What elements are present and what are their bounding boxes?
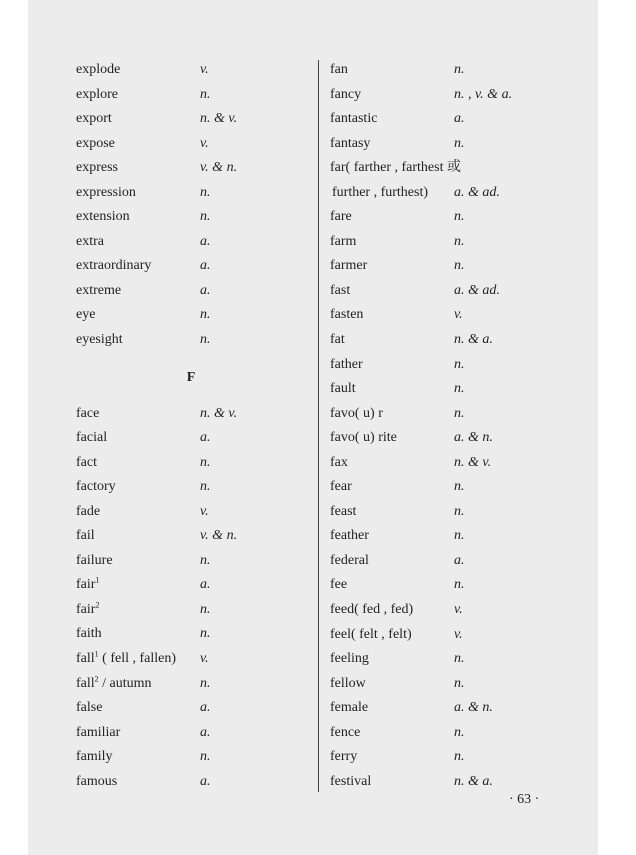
headword bbox=[76, 647, 176, 672]
headword bbox=[76, 622, 102, 647]
part-of-speech: n. bbox=[200, 479, 211, 495]
part-of-speech: n. , v. & a. bbox=[454, 86, 513, 102]
headword-text: feel( felt , felt) bbox=[330, 626, 412, 642]
headword bbox=[330, 426, 397, 451]
part-of-speech: a. bbox=[200, 282, 211, 298]
part-of-speech: n. bbox=[454, 62, 465, 77]
word-entry bbox=[330, 107, 590, 132]
part-of-speech: n. & v. bbox=[200, 405, 238, 421]
part-of-speech: v. bbox=[200, 62, 209, 77]
headword bbox=[330, 647, 369, 672]
part-of-speech: n. bbox=[454, 675, 465, 691]
word-entry bbox=[76, 721, 306, 746]
word-entry bbox=[76, 598, 306, 623]
part-of-speech: n. bbox=[454, 528, 465, 544]
part-of-speech: n. bbox=[454, 258, 465, 274]
word-entry bbox=[76, 770, 306, 795]
part-of-speech: a. & n. bbox=[454, 430, 493, 446]
part-of-speech: n. bbox=[454, 135, 465, 151]
part-of-speech: n. & v. bbox=[454, 454, 492, 470]
headword-text: export bbox=[76, 111, 112, 127]
headword bbox=[76, 745, 113, 770]
word-entry bbox=[330, 475, 590, 500]
headword-text: feed( fed , fed) bbox=[330, 602, 414, 618]
headword-text: favo( u) rite bbox=[330, 430, 397, 446]
headword bbox=[332, 181, 428, 206]
headword-text: fault bbox=[330, 381, 356, 397]
headword-text: eyesight bbox=[76, 332, 123, 348]
word-entry bbox=[76, 156, 306, 181]
headword-text: fantastic bbox=[330, 111, 378, 127]
headword bbox=[330, 402, 383, 427]
word-entry bbox=[330, 549, 590, 574]
word-entry bbox=[76, 230, 306, 255]
part-of-speech: n. bbox=[200, 626, 211, 642]
homograph-number: 1 bbox=[94, 649, 99, 659]
headword bbox=[330, 132, 370, 157]
headword-text: failure bbox=[76, 552, 113, 568]
headword bbox=[76, 83, 118, 108]
word-entry bbox=[330, 721, 590, 746]
headword-text: fantasy bbox=[330, 135, 371, 151]
headword-text: explode bbox=[76, 62, 121, 77]
headword-text: fall bbox=[76, 651, 95, 667]
part-of-speech: v. & n. bbox=[200, 160, 238, 176]
part-of-speech: v. & n. bbox=[200, 528, 238, 544]
word-entry bbox=[330, 353, 590, 378]
headword bbox=[330, 303, 363, 328]
word-entry bbox=[76, 254, 306, 279]
headword bbox=[330, 598, 413, 623]
headword bbox=[330, 672, 366, 697]
headword bbox=[330, 451, 348, 476]
headword-text: fat bbox=[330, 332, 345, 348]
word-entry bbox=[330, 328, 590, 353]
part-of-speech: a. bbox=[200, 773, 211, 789]
part-of-speech: n. bbox=[454, 405, 465, 421]
part-of-speech: v. bbox=[454, 602, 463, 618]
part-of-speech: n. bbox=[454, 749, 465, 765]
headword bbox=[330, 230, 356, 255]
word-entry bbox=[330, 279, 590, 304]
headword-text: feast bbox=[330, 503, 357, 519]
section-heading: F bbox=[186, 369, 196, 385]
part-of-speech: a. bbox=[454, 552, 465, 568]
word-entry bbox=[330, 623, 590, 648]
word-entry bbox=[76, 475, 306, 500]
word-entry bbox=[76, 622, 306, 647]
word-entry bbox=[330, 524, 590, 549]
word-entry bbox=[76, 451, 306, 476]
word-entry bbox=[330, 132, 590, 157]
part-of-speech: n. bbox=[454, 233, 465, 249]
headword bbox=[76, 672, 152, 697]
headword bbox=[330, 279, 350, 304]
headword bbox=[76, 303, 95, 328]
headword-text: fact bbox=[76, 454, 97, 470]
headword-text: famous bbox=[76, 773, 118, 789]
part-of-speech: a. bbox=[200, 258, 211, 274]
headword bbox=[76, 107, 112, 132]
word-entry bbox=[76, 181, 306, 206]
right-word-column bbox=[330, 58, 590, 794]
part-of-speech: a. & ad. bbox=[454, 282, 500, 298]
headword bbox=[330, 524, 369, 549]
headword-text: fast bbox=[330, 282, 351, 298]
part-of-speech: n. bbox=[454, 577, 465, 593]
headword bbox=[330, 107, 377, 132]
headword bbox=[76, 721, 120, 746]
headword-text: facial bbox=[76, 430, 108, 446]
word-entry bbox=[76, 573, 306, 598]
headword-text: fall bbox=[76, 675, 95, 691]
part-of-speech: n. bbox=[200, 86, 211, 102]
left-word-column bbox=[76, 58, 306, 794]
headword bbox=[330, 745, 357, 770]
word-entry bbox=[76, 402, 306, 427]
word-entry bbox=[330, 254, 590, 279]
part-of-speech: n. bbox=[200, 332, 211, 348]
headword bbox=[76, 181, 136, 206]
part-of-speech: a. bbox=[200, 430, 211, 446]
headword-text: fail bbox=[76, 528, 95, 544]
headword bbox=[330, 156, 461, 181]
headword-text: feeling bbox=[330, 651, 369, 667]
word-entry bbox=[76, 303, 306, 328]
word-entry bbox=[76, 672, 306, 697]
part-of-speech: n. bbox=[454, 651, 465, 667]
headword bbox=[330, 549, 369, 574]
part-of-speech: a. & ad. bbox=[454, 184, 500, 200]
headword-text: far( farther , farthest 或 bbox=[330, 160, 461, 176]
part-of-speech: n. & v. bbox=[200, 111, 238, 127]
headword-text: extreme bbox=[76, 282, 122, 298]
headword bbox=[76, 451, 97, 476]
dictionary-page bbox=[28, 0, 598, 855]
headword-text: favo( u) r bbox=[330, 405, 383, 421]
part-of-speech: n. bbox=[200, 552, 211, 568]
word-entry bbox=[330, 181, 590, 206]
word-entry bbox=[330, 647, 590, 672]
headword-text: fancy bbox=[330, 86, 362, 102]
headword-text: fence bbox=[330, 724, 361, 740]
headword-text: ferry bbox=[330, 749, 358, 765]
word-entry bbox=[330, 402, 590, 427]
part-of-speech: a. bbox=[200, 577, 211, 593]
homograph-number: 2 bbox=[95, 600, 100, 610]
headword-text: farmer bbox=[330, 258, 368, 274]
headword bbox=[76, 696, 102, 721]
headword bbox=[330, 573, 347, 598]
headword-text: female bbox=[330, 700, 369, 716]
headword bbox=[76, 156, 118, 181]
headword-text: family bbox=[76, 749, 113, 765]
part-of-speech: n. bbox=[200, 675, 211, 691]
headword-text: faith bbox=[76, 626, 102, 642]
word-entry bbox=[76, 696, 306, 721]
headword-text: expression bbox=[76, 184, 136, 200]
headword-text: fan bbox=[330, 62, 348, 77]
headword-forms: / autumn bbox=[98, 675, 152, 691]
part-of-speech: n. bbox=[454, 209, 465, 225]
word-entry bbox=[330, 377, 590, 402]
headword bbox=[330, 770, 371, 795]
part-of-speech: n. bbox=[454, 381, 465, 397]
word-entry bbox=[330, 745, 590, 770]
headword-text: federal bbox=[330, 552, 369, 568]
word-entry bbox=[76, 524, 306, 549]
headword bbox=[330, 696, 368, 721]
part-of-speech: n. bbox=[200, 601, 211, 617]
headword bbox=[76, 230, 104, 255]
part-of-speech: n. bbox=[200, 307, 211, 323]
word-entry bbox=[330, 573, 590, 598]
word-entry bbox=[330, 58, 590, 83]
word-entry bbox=[76, 549, 306, 574]
word-entry bbox=[76, 58, 306, 83]
headword-text: fade bbox=[76, 503, 101, 519]
word-entry bbox=[76, 132, 306, 157]
word-entry bbox=[76, 83, 306, 108]
headword bbox=[330, 205, 352, 230]
headword-text: extension bbox=[76, 209, 130, 225]
headword-text: expose bbox=[76, 135, 115, 151]
headword bbox=[76, 328, 123, 353]
headword bbox=[330, 475, 352, 500]
headword bbox=[76, 500, 100, 525]
part-of-speech: a. bbox=[200, 724, 211, 740]
word-entry bbox=[76, 107, 306, 132]
headword bbox=[330, 500, 356, 525]
headword-text: farm bbox=[330, 233, 357, 249]
headword bbox=[330, 254, 367, 279]
headword bbox=[76, 598, 99, 623]
part-of-speech: n. bbox=[200, 749, 211, 765]
headword-text: fax bbox=[330, 454, 348, 470]
column-divider bbox=[318, 60, 319, 792]
headword-text: feather bbox=[330, 528, 369, 544]
part-of-speech: v. bbox=[200, 503, 209, 519]
headword-text: further , furthest) bbox=[332, 184, 429, 200]
word-entry bbox=[330, 303, 590, 328]
word-entry bbox=[330, 770, 590, 795]
headword bbox=[76, 205, 130, 230]
word-entry bbox=[330, 205, 590, 230]
word-entry bbox=[76, 647, 306, 672]
headword-forms: ( fell , fallen) bbox=[98, 651, 177, 667]
headword bbox=[330, 353, 363, 378]
word-entry bbox=[76, 279, 306, 304]
headword bbox=[330, 83, 361, 108]
headword-text: factory bbox=[76, 479, 116, 495]
headword-text: fare bbox=[330, 209, 352, 225]
word-entry bbox=[76, 426, 306, 451]
headword-text: extraordinary bbox=[76, 258, 152, 274]
headword-text: fair bbox=[76, 601, 96, 617]
headword-text: familiar bbox=[76, 724, 121, 740]
part-of-speech: n. & a. bbox=[454, 332, 493, 348]
part-of-speech: a. bbox=[454, 111, 465, 127]
homograph-number: 1 bbox=[95, 575, 100, 585]
headword bbox=[76, 132, 115, 157]
headword bbox=[330, 623, 412, 648]
word-entry bbox=[76, 205, 306, 230]
part-of-speech: n. bbox=[200, 454, 211, 470]
headword bbox=[76, 279, 121, 304]
word-entry bbox=[330, 672, 590, 697]
word-entry bbox=[330, 500, 590, 525]
part-of-speech: v. bbox=[200, 651, 209, 667]
headword-text: father bbox=[330, 356, 363, 372]
headword bbox=[76, 770, 117, 795]
headword-text: fear bbox=[330, 479, 352, 495]
part-of-speech: n. bbox=[200, 184, 211, 200]
part-of-speech: a. & n. bbox=[454, 700, 493, 716]
word-entry bbox=[330, 156, 590, 181]
headword-text: fasten bbox=[330, 307, 364, 323]
headword bbox=[76, 426, 107, 451]
headword-text: eye bbox=[76, 307, 96, 323]
headword-text: festival bbox=[330, 773, 372, 789]
homograph-number: 2 bbox=[94, 673, 99, 683]
headword bbox=[330, 328, 345, 353]
headword bbox=[76, 475, 116, 500]
page-number: · 63 · bbox=[509, 792, 540, 807]
word-entry bbox=[330, 598, 590, 623]
headword-text: face bbox=[76, 405, 100, 421]
headword-text: fellow bbox=[330, 675, 366, 691]
part-of-speech: n. bbox=[454, 724, 465, 740]
headword-text: explore bbox=[76, 86, 118, 102]
word-entry bbox=[76, 745, 306, 770]
headword-text: express bbox=[76, 160, 118, 176]
headword-text: false bbox=[76, 700, 103, 716]
part-of-speech: a. bbox=[200, 233, 211, 249]
word-entry bbox=[330, 696, 590, 721]
headword bbox=[330, 721, 360, 746]
part-of-speech: n. bbox=[454, 356, 465, 372]
headword-text: fee bbox=[330, 577, 348, 593]
headword bbox=[76, 549, 113, 574]
part-of-speech: v. bbox=[200, 135, 209, 151]
headword bbox=[76, 254, 151, 279]
part-of-speech: v. bbox=[454, 307, 463, 323]
word-entry bbox=[330, 230, 590, 255]
part-of-speech: n. bbox=[454, 479, 465, 495]
part-of-speech: n. & a. bbox=[454, 773, 493, 789]
part-of-speech: n. bbox=[454, 503, 465, 519]
headword-text: fair bbox=[76, 577, 96, 593]
word-entry bbox=[76, 500, 306, 525]
part-of-speech: n. bbox=[200, 209, 211, 225]
word-entry bbox=[76, 328, 306, 353]
word-entry bbox=[330, 451, 590, 476]
headword bbox=[76, 524, 95, 549]
headword bbox=[76, 573, 99, 598]
word-entry bbox=[330, 83, 590, 108]
part-of-speech: a. bbox=[200, 700, 211, 716]
headword bbox=[76, 58, 120, 83]
headword-text: extra bbox=[76, 233, 104, 249]
part-of-speech: v. bbox=[454, 626, 463, 642]
headword bbox=[76, 402, 99, 427]
headword bbox=[330, 377, 356, 402]
word-entry bbox=[330, 426, 590, 451]
headword bbox=[330, 58, 348, 83]
